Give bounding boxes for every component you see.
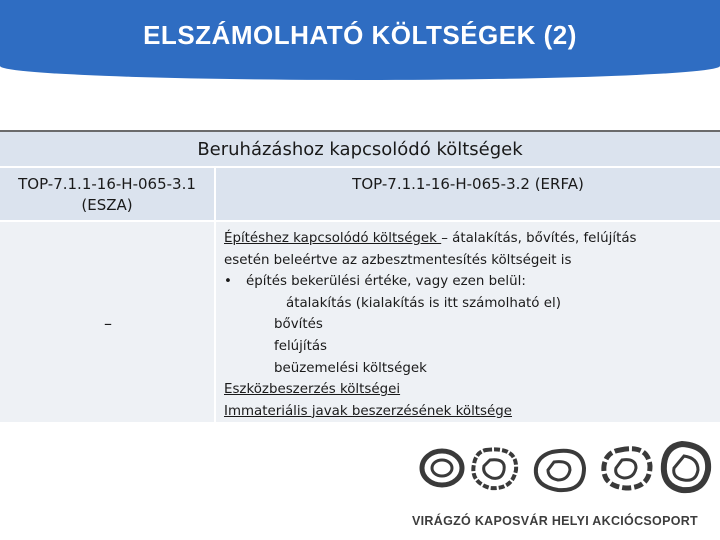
construction-costs-line [224,228,720,250]
sub-item: bővítés [274,317,323,333]
construction-costs-label: Építéshez kapcsolódó költségek [224,231,442,246]
logo-ring-5 [664,444,708,490]
sub-item: átalakítás (kialakítás is itt számolható el) [286,295,561,311]
left-cell [0,222,216,422]
col-right-header: TOP-7.1.1-16-H-065-3.2 (ERFA) [216,168,720,220]
logo-ring-4 [604,449,650,488]
table-body-row [0,220,720,422]
bullet-text: építés bekerülési értéke, vagy ezen belül: [246,274,526,290]
intangible-costs-line: Immateriális javak beszerzésének költsége [224,403,513,419]
col-left-header: TOP-7.1.1-16-H-065-3.1 (ESZA) [0,168,216,220]
table-header-row [0,168,720,220]
tools-costs-line: Eszközbeszerzés költségei [224,382,401,398]
logo-ring-2 [473,449,516,488]
construction-costs-detail: – átalakítás, bővítés, felújítás [441,231,637,246]
logo-ring-3 [536,451,584,490]
logo-ring-1 [422,451,462,485]
page-title: ELSZÁMOLHATÓ KÖLTSÉGEK (2) [143,20,577,50]
bullet-line [224,271,720,293]
asbestos-line: esetén beleértve az azbesztmentesítés költségeit is [224,252,572,268]
bullet-symbol: • [224,274,232,290]
right-cell [216,222,720,422]
sub-item: felújítás [274,338,328,354]
left-cell-dash: – [104,314,112,333]
cost-table [0,130,720,422]
table-title: Beruházáshoz kapcsolódó költségek [0,132,720,168]
sub-item: beüzemelési költségek [274,360,427,376]
logo-text: VIRÁGZÓ KAPOSVÁR HELYI AKCIÓCSOPORT [412,514,698,528]
